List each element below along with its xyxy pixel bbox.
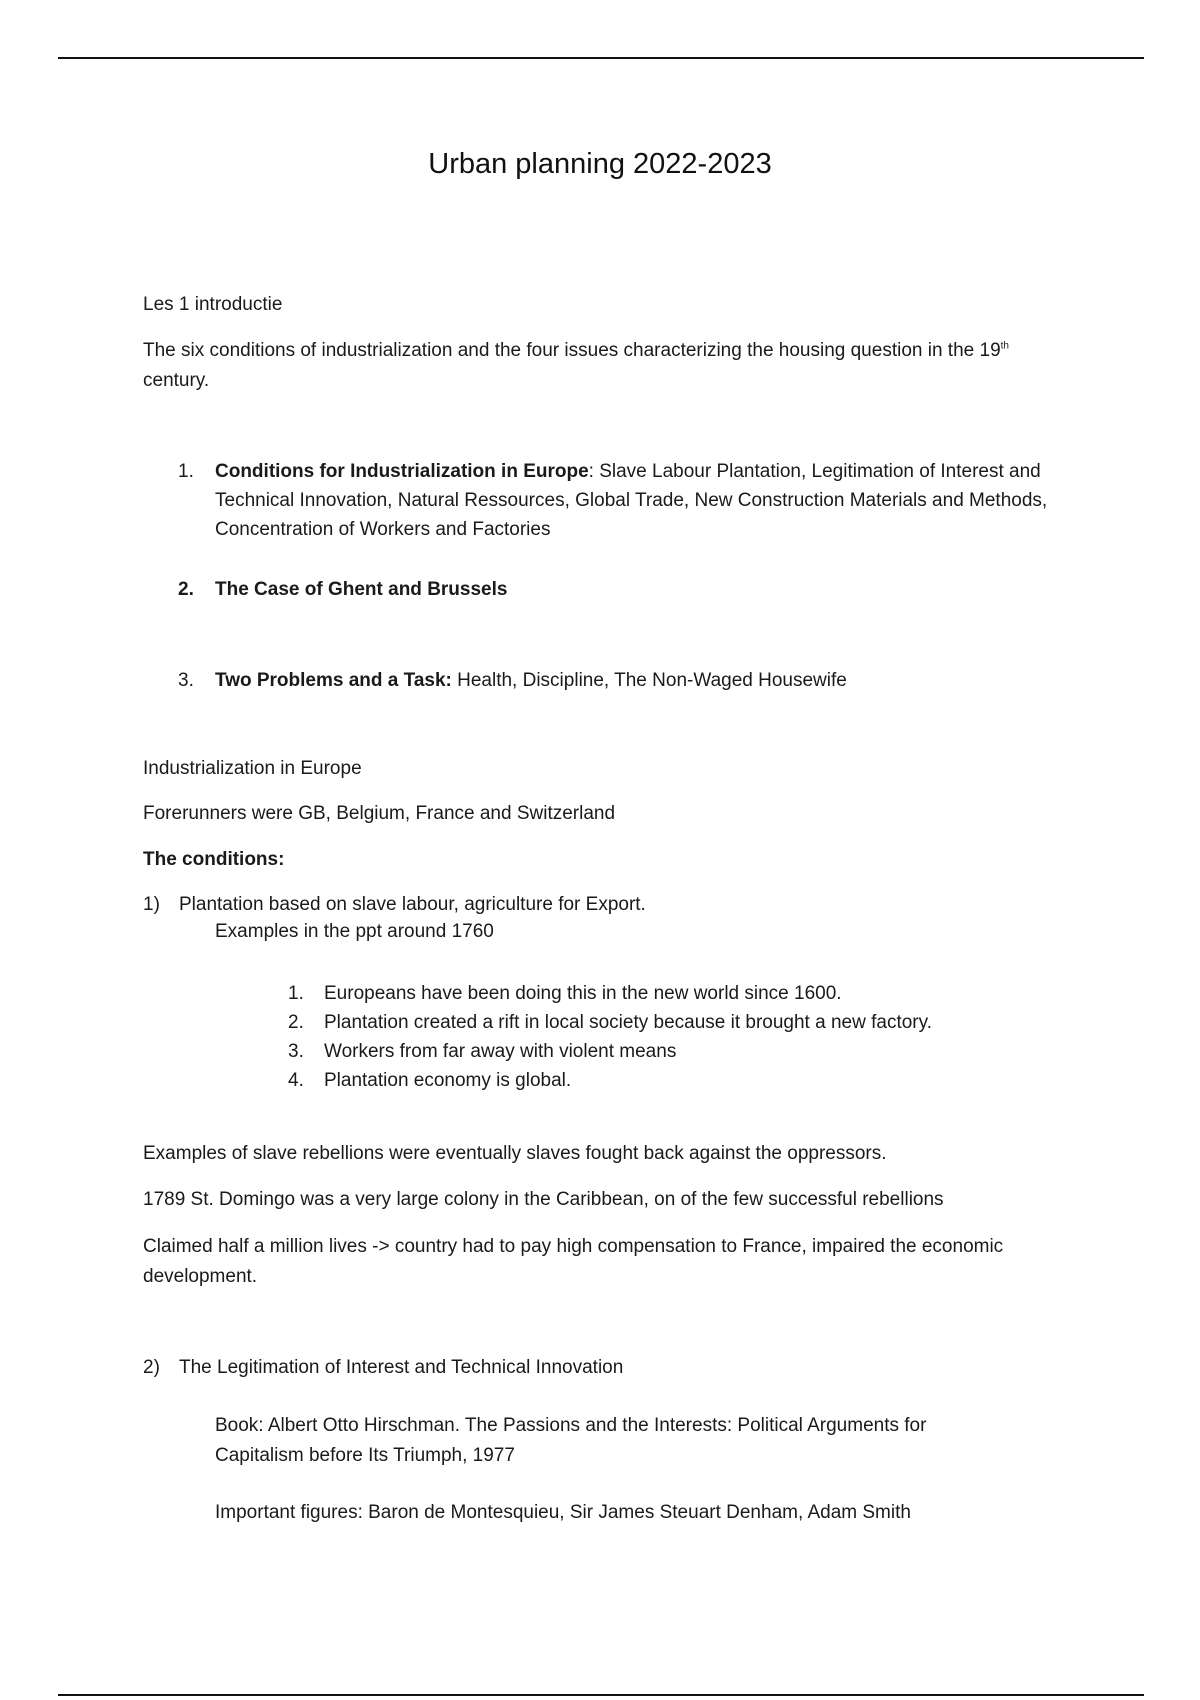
lesson-heading: Les 1 introductie: [143, 294, 283, 315]
outline-bold: Conditions for Industrialization in Europe: [215, 461, 589, 482]
point-text: Plantation created a rift in local society because it brought a new factory.: [324, 1012, 932, 1033]
condition-1: [143, 890, 646, 920]
point-number: 4.: [288, 1070, 304, 1091]
century-number: 19: [979, 340, 1001, 361]
intro-text: The six conditions of industrialization and the four issues characterizing the housing question in the: [143, 340, 975, 361]
point-text: Plantation economy is global.: [324, 1070, 572, 1091]
outline-rest: Health, Discipline, The Non-Waged Housewife: [451, 670, 847, 691]
point-text: Workers from far away with violent means: [324, 1041, 677, 1062]
outline-bold: Two Problems and a Task:: [215, 670, 452, 691]
industrialization-heading: Industrialization in Europe: [143, 758, 362, 779]
bottom-rule: [58, 1694, 1144, 1696]
century-word: century.: [143, 370, 210, 391]
top-rule: [58, 57, 1144, 59]
important-figures: Important figures: Baron de Montesquieu, Sir James Steuart Denham, Adam Smith: [215, 1502, 911, 1523]
claimed-text: Claimed half a million lives -> country had to pay high compensation to France, impaired the economic development.: [143, 1236, 1004, 1287]
domingo-text: 1789 St. Domingo was a very large colony in the Caribbean, on of the few successful rebellions: [143, 1189, 944, 1210]
outline-item-3: [178, 666, 1068, 695]
point-1: [288, 979, 842, 1008]
intro-paragraph: [143, 336, 1043, 396]
book-reference: Book: Albert Otto Hirschman. The Passions and the Interests: Political Arguments for Capitalism before Its Triumph, 1977: [215, 1415, 927, 1466]
outline-number: 3.: [178, 670, 194, 691]
condition-number: 1): [143, 894, 160, 915]
conditions-heading: The conditions:: [143, 849, 285, 870]
forerunners-text: Forerunners were GB, Belgium, France and Switzerland: [143, 803, 616, 824]
point-text: Europeans have been doing this in the new world since 1600.: [324, 983, 842, 1004]
outline-item-2: [178, 575, 1068, 604]
point-number: 2.: [288, 1012, 304, 1033]
point-number: 3.: [288, 1041, 304, 1062]
outline-number: 2.: [178, 579, 194, 600]
point-3: [288, 1037, 676, 1066]
condition-text: The Legitimation of Interest and Technical Innovation: [179, 1357, 624, 1378]
outline-number: 1.: [178, 461, 194, 482]
condition-1-sub: Examples in the ppt around 1760: [215, 921, 494, 942]
condition-text: Plantation based on slave labour, agriculture for Export.: [179, 894, 646, 915]
rebellions-text: Examples of slave rebellions were eventually slaves fought back against the oppressors.: [143, 1143, 887, 1164]
point-4: [288, 1066, 571, 1095]
point-2: [288, 1008, 932, 1037]
condition-number: 2): [143, 1357, 160, 1378]
condition-2: [143, 1353, 623, 1383]
outline-item-1: [178, 457, 1068, 544]
outline-bold: The Case of Ghent and Brussels: [215, 579, 508, 600]
point-number: 1.: [288, 983, 304, 1004]
century-suffix: th: [1000, 340, 1009, 352]
page-title: Urban planning 2022-2023: [428, 148, 772, 180]
outline-rest: : Slave Labour Plantation, Legitimation of Interest and Technical Innovation, Natural Ressources, Global Trade, New Construction Materials and Methods, Concentration of Workers and Factories: [215, 461, 1048, 540]
